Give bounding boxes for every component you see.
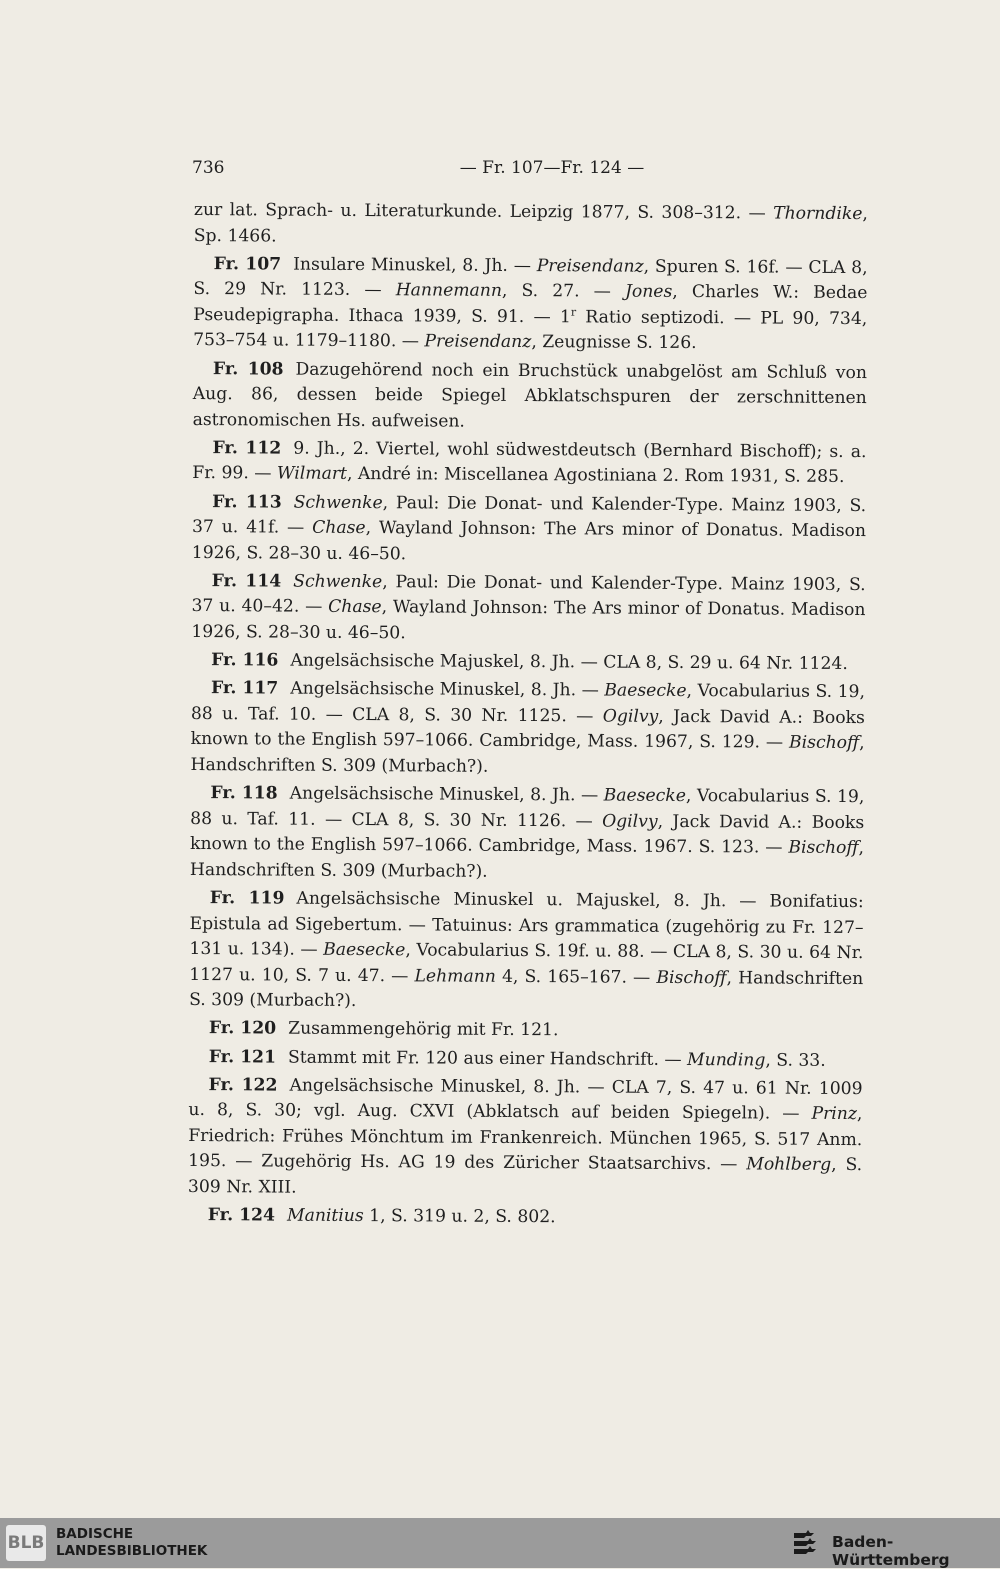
- catalog-entry: [189, 886, 864, 1018]
- fragment-number: Fr. 117: [210, 678, 279, 699]
- catalog-entry: [190, 676, 865, 782]
- catalog-entry: [193, 357, 867, 438]
- entry-text: Schwenke, Paul: Die Donat- und Kalender-Type. Mainz 1903, S. 37 u. 41f. — Chase, Wayland Johnson: The Ars minor of Donatus. Madison 1926, S. 28–30 u. 46–50.: [191, 492, 867, 565]
- entry-text: Insulare Minuskel, 8. Jh. — Preisendanz, Spuren S. 16f. — CLA 8, S. 29 Nr. 1123. — Hannemann, S. 27. — Jones, Charles W.: Bedae Pseudepigrapha. Ithaca 1939, S. 91. — 1$^r$ Ratio septizodi. — PL 90, 734, 753–754 u. 1179–1180. — Preisendanz, Zeugnisse S. 126.: [193, 254, 868, 354]
- entry-text: Zusammengehörig mit Fr. 121.: [288, 1018, 559, 1041]
- fragment-number: Fr. 108: [212, 358, 284, 380]
- blb-logo-icon[interactable]: BLB: [6, 1525, 46, 1561]
- fragment-number: Fr. 121: [208, 1046, 277, 1068]
- continuation-paragraph: [194, 198, 868, 253]
- entry-text: Manitius 1, S. 319 u. 2, S. 802.: [286, 1205, 556, 1228]
- catalog-entry: [189, 1016, 863, 1046]
- fragment-number: Fr. 119: [209, 888, 285, 909]
- catalog-entry: [190, 781, 865, 887]
- catalog-entry: [189, 1044, 863, 1074]
- fragment-number: Fr. 107: [213, 253, 282, 275]
- entry-text: Angelsächsische Minuskel, 8. Jh. — Baesecke, Vocabularius S. 19, 88 u. Taf. 11. — CLA 8, S. 30 Nr. 1126. — Ogilvy, Jack David A.: Books known to the English 597–1066. Cambridge, Mass. 1967. S. 123. — Bischoff, Handschriften S. 309 (Murbach?).: [189, 783, 865, 882]
- catalog-entry: [188, 1203, 862, 1233]
- fragment-number: Fr. 122: [208, 1074, 278, 1096]
- entry-text: zur lat. Sprach- u. Literaturkunde. Leipzig 1877, S. 308–312. — Thorndike, Sp. 1466.: [193, 199, 868, 247]
- entry-text: Angelsächsische Minuskel u. Majuskel, 8. Jh. — Bonifatius: Epistula ad Sigebertum. — Tatuinus: Ars grammatica (zugehörig zu Fr. 127–131 u. 134). — Baesecke, Vocabularius S. 19f. u. 88. — CLA 8, S. 30 u. 64 Nr. 1127 u. 10, S. 7 u. 47. — Lehmann 4, S. 165–167. — Bischoff, Handschriften S. 309 (Murbach?).: [189, 888, 864, 1012]
- entry-text: Angelsächsische Minuskel, 8. Jh. — CLA 7, S. 47 u. 61 Nr. 1009 u. 8, S. 30; vgl. Aug. CXVI (Abklatsch auf beiden Spiegeln). — Prinz, Friedrich: Frühes Mönchtum im Frankenreich. München 1965, S. 517 Anm. 195. — Zugehörig Hs. AG 19 des Züricher Staatsarchivs. — Mohlberg, S. 309 Nr. XIII.: [187, 1075, 863, 1198]
- catalog-entry: [191, 648, 865, 678]
- library-name-line2: LANDESBIBLIOTHEK: [56, 1543, 208, 1559]
- fragment-number: Fr. 116: [211, 650, 279, 671]
- catalog-entry: [192, 490, 866, 571]
- catalog-entry: [188, 1073, 863, 1205]
- state-name[interactable]: Baden-Württemberg: [832, 1533, 950, 1569]
- catalog-entries: [188, 198, 868, 1235]
- catalog-entry: [193, 252, 868, 358]
- fragment-number: Fr. 112: [212, 437, 282, 459]
- catalog-entry: [192, 436, 866, 491]
- running-head: — Fr. 107—Fr. 124 —: [459, 158, 645, 178]
- entry-text: Angelsächsische Majuskel, 8. Jh. — CLA 8, S. 29 u. 64 Nr. 1124.: [290, 650, 848, 675]
- page-number: 736: [192, 158, 225, 178]
- fragment-number: Fr. 113: [212, 491, 282, 513]
- entry-text: Dazugehörend noch ein Bruchstück unabgelöst am Schluß von Aug. 86, dessen beide Spiegel Abklatschspuren der zerschnittenen astronomischen Hs. aufweisen.: [192, 359, 867, 432]
- entry-text: 9. Jh., 2. Viertel, wohl südwestdeutsch (Bernhard Bischoff); s. a. Fr. 99. — Wilmart, André in: Miscellanea Agostiniana 2. Rom 1931, S. 285.: [192, 438, 867, 488]
- lion-emblem-icon[interactable]: [790, 1527, 822, 1559]
- page-header: [192, 156, 872, 184]
- footer-bar: [0, 1518, 1000, 1568]
- fragment-number: Fr. 114: [211, 570, 282, 592]
- library-name-line1: BADISCHE: [56, 1526, 134, 1542]
- fragment-number: Fr. 120: [208, 1018, 277, 1039]
- fragment-number: Fr. 118: [210, 783, 278, 804]
- entry-text: Angelsächsische Minuskel, 8. Jh. — Baesecke, Vocabularius S. 19, 88 u. Taf. 10. — CLA 8, S. 30 Nr. 1125. — Ogilvy, Jack David A.: Books known to the English 597–1066. Cambridge, Mass. 1967, S. 129. — Bischoff, Handschriften S. 309 (Murbach?).: [190, 678, 866, 777]
- library-name[interactable]: [56, 1526, 207, 1560]
- entry-text: Schwenke, Paul: Die Donat- und Kalender-Type. Mainz 1903, S. 37 u. 40–42. — Chase, Wayland Johnson: The Ars minor of Donatus. Madison 1926, S. 28–30 u. 46–50.: [191, 571, 866, 644]
- catalog-entry: [191, 569, 865, 650]
- fragment-number: Fr. 124: [207, 1205, 276, 1226]
- entry-text: Stammt mit Fr. 120 aus einer Handschrift. — Munding, S. 33.: [287, 1047, 826, 1071]
